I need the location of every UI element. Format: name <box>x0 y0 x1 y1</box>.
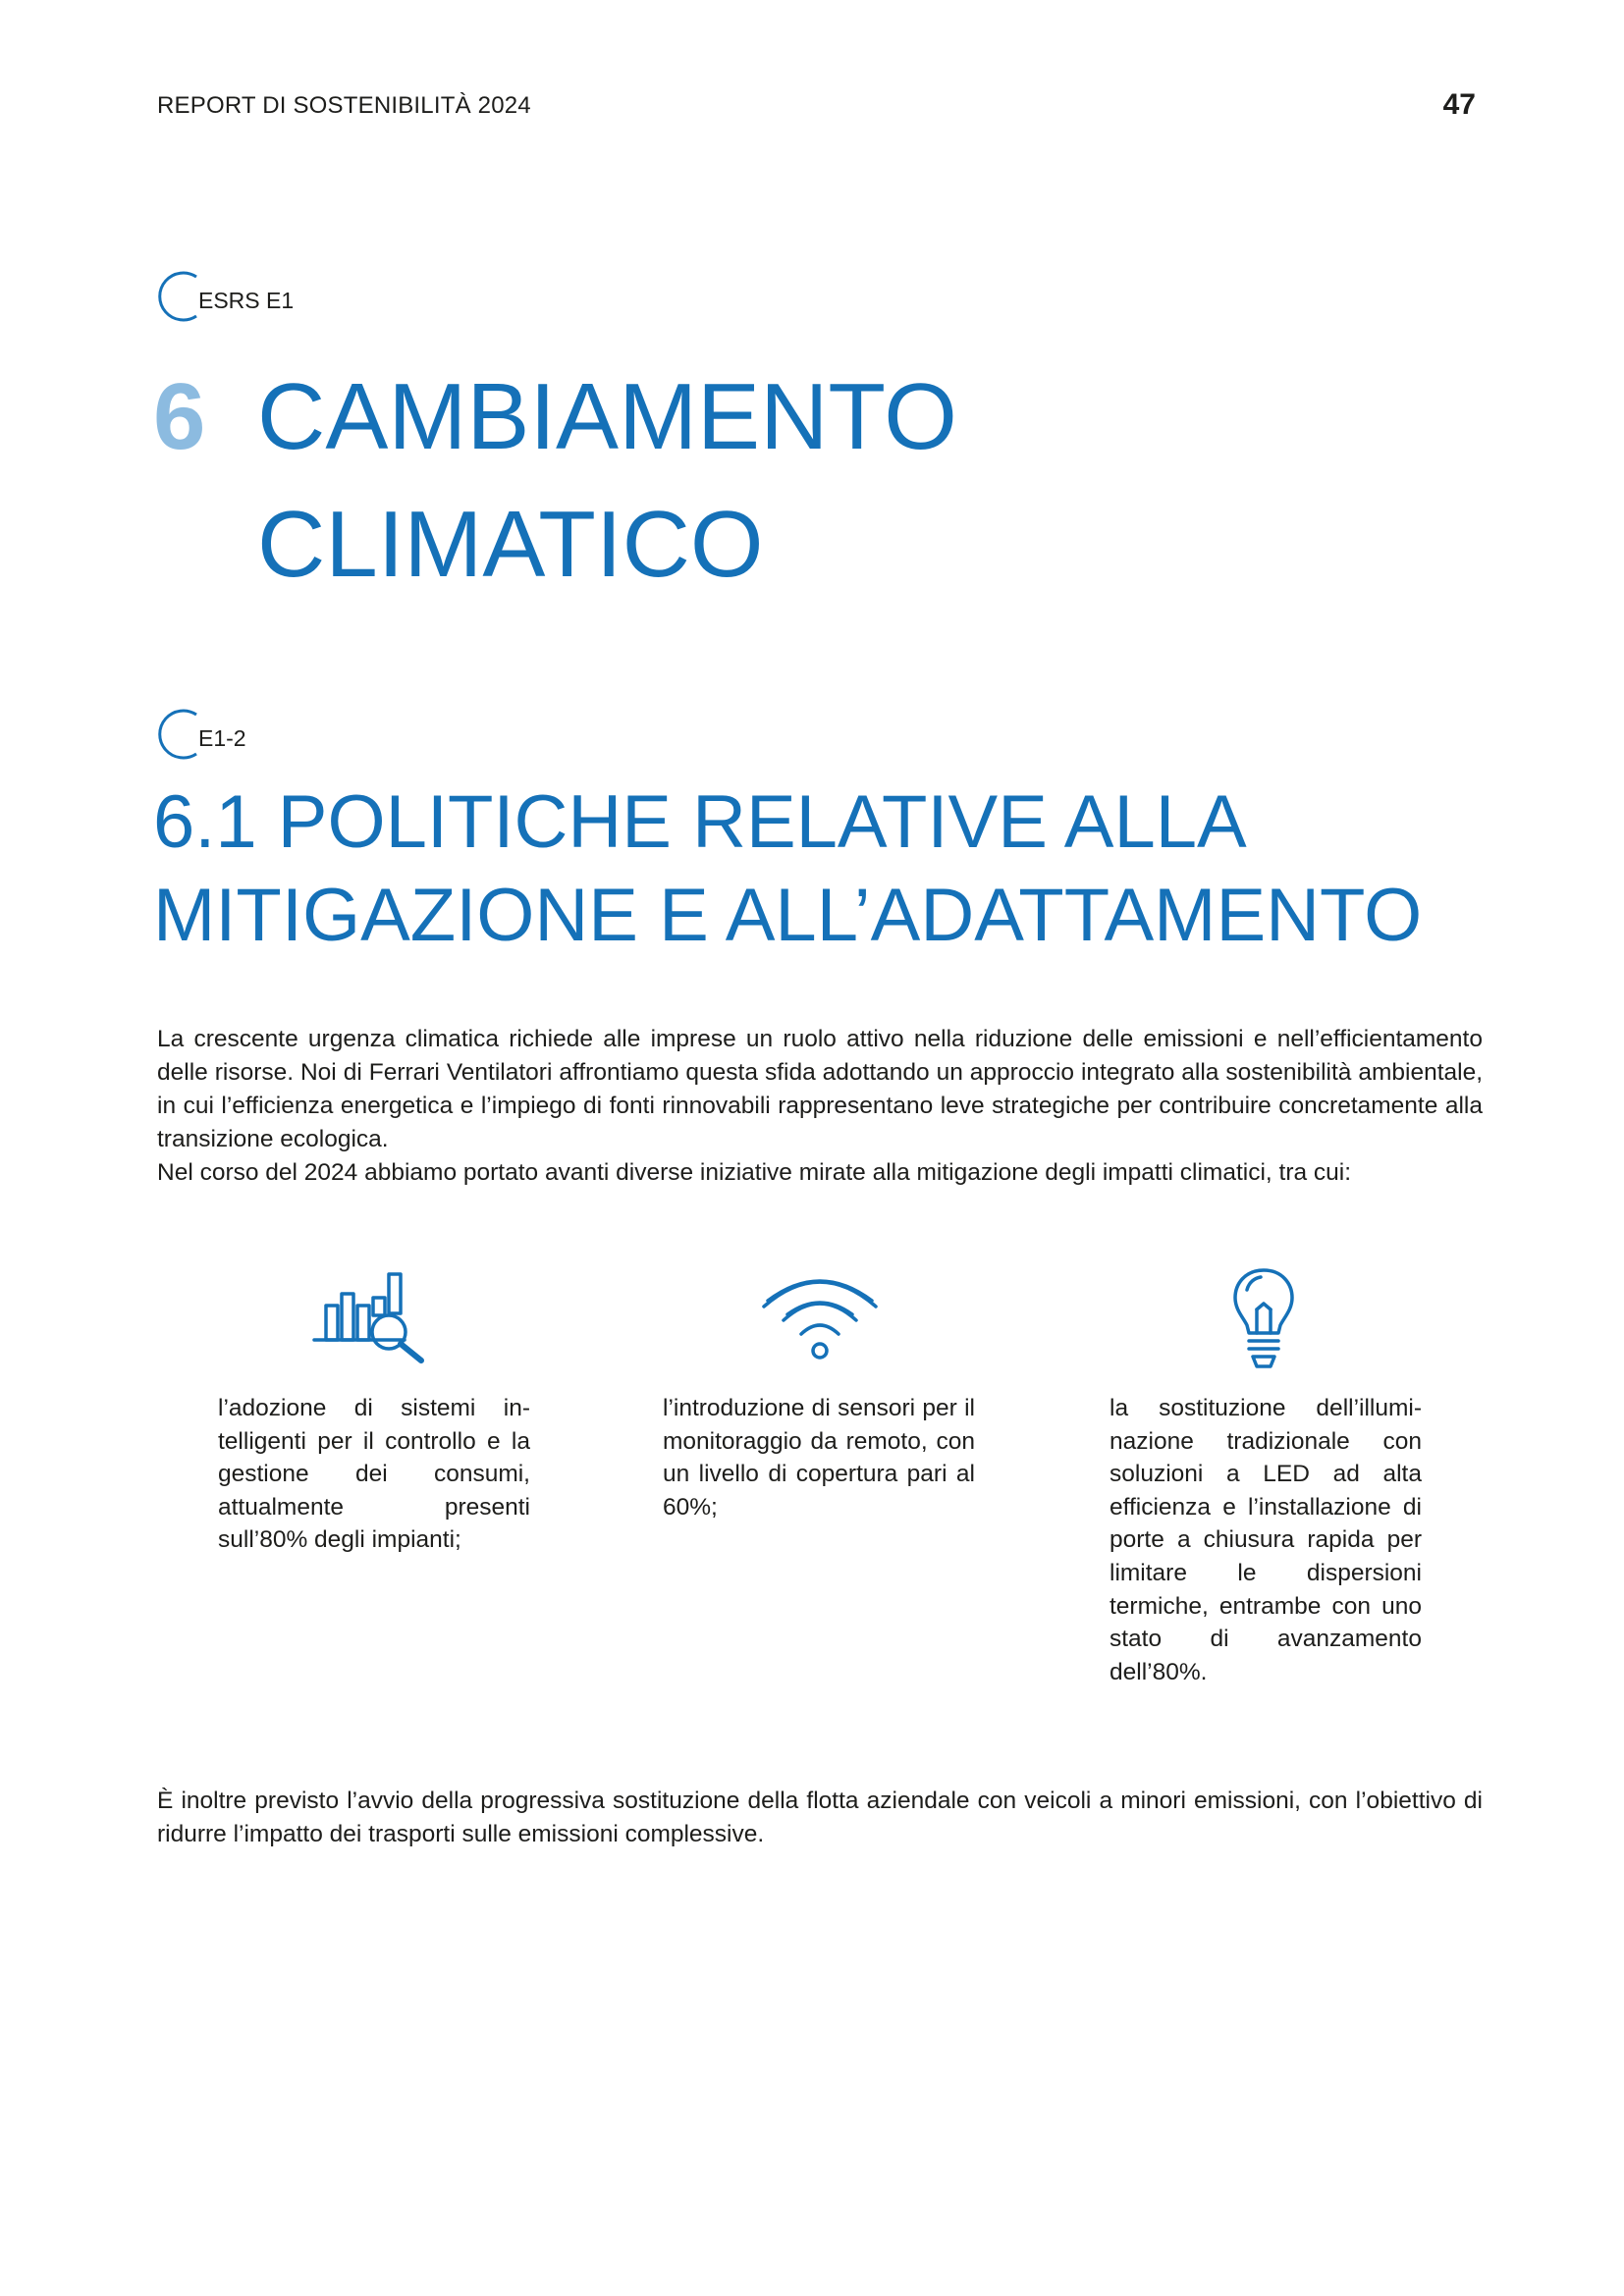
wifi-signal-icon <box>756 1269 884 1367</box>
chapter-heading <box>153 353 957 609</box>
chapter-title-line1: CAMBIAMENTO <box>257 364 957 469</box>
intro-paragraph-1: La crescente urgenza climatica richiede alle imprese un ruolo attivo nella riduzione delle emissioni e nell’efficientamento delle risorse. Noi di Ferrari Ventilatori affrontiamo questa sfida adottando un approccio integrato alla sostenibilità ambientale, in cui l’efficienza energetica e l’impiego di fonti rinnovabili rappresentano leve strategiche per contribuire concretamente alla transizione ecologica. <box>157 1026 1483 1152</box>
chapter-tag <box>153 267 295 326</box>
chapter-title-line2: CLIMATICO <box>257 492 764 597</box>
initiative-text-3: la sostituzione dell’illuminazione tradizionale con soluzioni a LED ad alta efficienza e l’installazione di porte a chiusura rapida per limitare le dispersioni termiche, entrambe con uno stato di avanzamento dell’80%. <box>1110 1395 1422 1685</box>
initiative-text-2: l’introduzione di sensori per il monitoraggio da remoto, con un livello di copertura pari al 60%; <box>663 1395 975 1521</box>
intro-paragraph-2: Nel corso del 2024 abbiamo portato avanti diverse iniziative mirate alla mitigazione degli impatti climatici, tra cui: <box>157 1159 1352 1186</box>
section-title-line2: MITIGAZIONE E ALL’ADATTAMENTO <box>153 874 1423 957</box>
initiative-text-1: l’adozione di sistemi intelligenti per il controllo e la gestione dei consumi, attualmente presenti sull’80% degli impianti; <box>218 1395 530 1554</box>
section-heading <box>153 775 1422 962</box>
intro-text <box>157 1023 1483 1190</box>
running-title: REPORT DI SOSTENIBILITÀ 2024 <box>157 92 531 119</box>
section-tag <box>153 705 271 764</box>
page-number: 47 <box>1442 88 1476 121</box>
closing-paragraph: È inoltre previsto l’avvio della progressiva sostituzione della flotta aziendale con veicoli a minori emissioni, con l’obiettivo di ridurre l’impatto dei trasporti sulle emissioni complessive. <box>157 1788 1483 1847</box>
bar-chart-magnifier-icon <box>310 1266 438 1364</box>
chapter-tag-label: ESRS E1 <box>198 288 295 313</box>
chapter-number: 6 <box>153 364 206 469</box>
section-title-line1: 6.1 POLITICHE RELATIVE ALLA <box>153 780 1247 864</box>
section-tag-label: E1-2 <box>198 725 246 751</box>
light-bulb-icon <box>1229 1266 1298 1374</box>
